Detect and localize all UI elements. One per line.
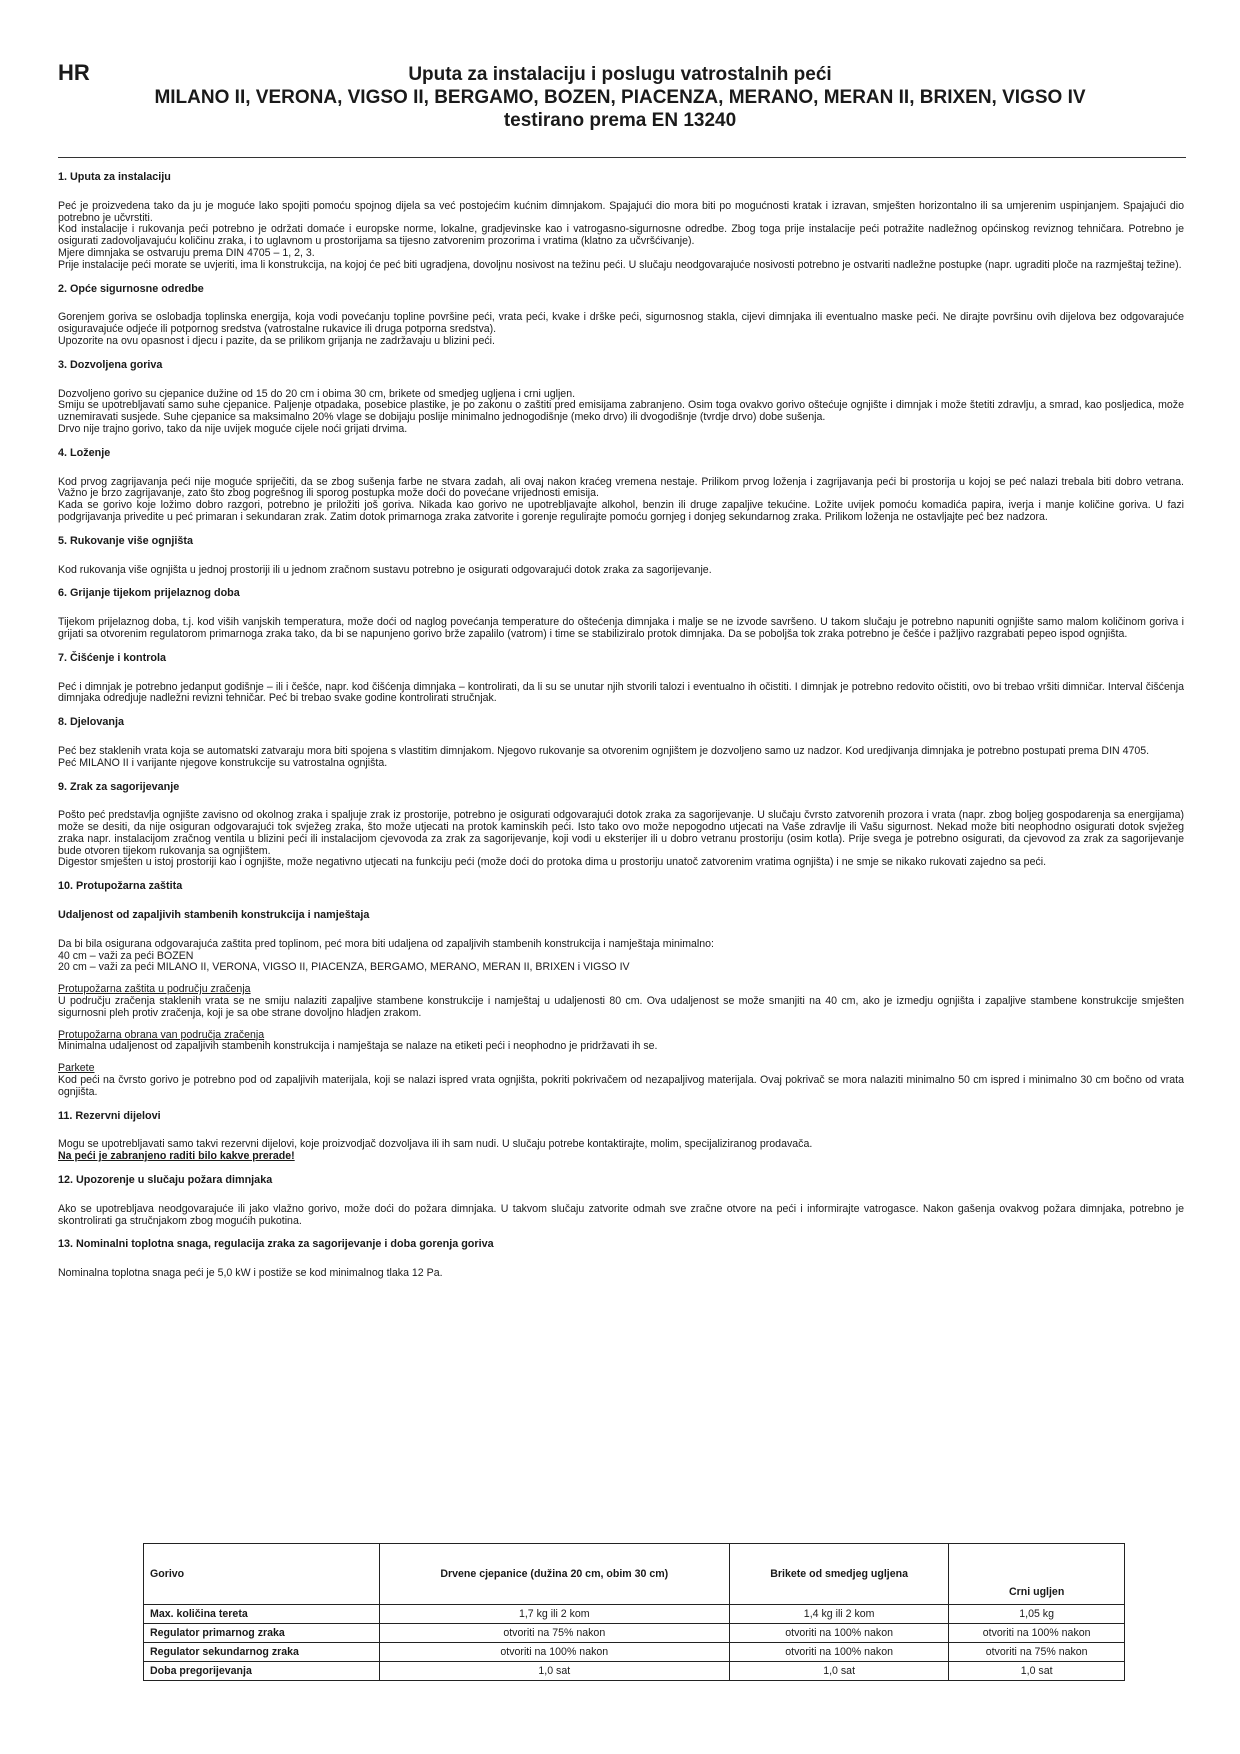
section-heading: 9. Zrak za sagorijevanje — [58, 780, 180, 793]
section-heading: 1. Uputa za instalaciju — [58, 171, 171, 183]
table-header-cell: Gorivo — [144, 1544, 380, 1605]
table-cell: 1,0 sat — [379, 1662, 729, 1681]
table-row — [144, 1624, 1125, 1643]
section-text: U području zračenja staklenih vrata se ne smiju nalaziti zapaljive stambene konstrukcije i namještaj u udaljenosti 80 cm. Ova udaljenost se može smanjiti na 40 cm, ako je izmedju ognjišta i zapaljive stambene konstrukcije smješten sigurnosni pleh protiv zračenja, koji je sa obe strane dovoljno hladjen zrakom. — [58, 995, 1184, 1019]
table-row — [144, 1662, 1125, 1681]
table-cell: 1,0 sat — [949, 1662, 1125, 1681]
table-header-row — [144, 1544, 1125, 1605]
title-line-2: MILANO II, VERONA, VIGSO II, BERGAMO, BOZEN, PIACENZA, MERANO, MERAN II, BRIXEN, VIGSO IV — [154, 87, 1086, 108]
table-row-header: Max. količina tereta — [144, 1605, 380, 1624]
header-divider — [58, 157, 1186, 158]
section-text: Kod prvog zagrijavanja peći nije moguće spriječiti, da se zbog sušenja farbe ne stvara zadah, ali ovaj nakon kraćeg vremena nestaje. Prilikom prvog loženja i zagrijavanja peći bi prostorija u kojoj se peć nalazi trebala biti dobro vetrana. Važno je brzo zagrijavanje, zato što zbog pogrešnog ili sporog postupka može doći do povećane vrijednosti emisija. Kada se gorivo koje ložimo dobro razgori, potrebno je priložiti još goriva. Nikada kao gorivo ne upotrebljavajte alkohol, benzin ili druge zapaljive tekućine. Ložite uvijek pomoću komadića papira, iverja i manje količine goriva. U fazi podgrijavanja privedite u peć primaran i sekundaran zrak. Zatim dotok primarnoga zraka zatvorite i gorenje regulirajte pomoću gornjeg i donjeg sekundarnog zraka. Prilikom loženja ne ostavljajte peć bez nadzora. — [58, 475, 1184, 523]
section-text: Kod rukovanja više ognjišta u jednoj prostoriji ili u jednom zračnom sustavu potrebno je osigurati odgovarajući dotok zraka za sagorijevanje. — [58, 563, 712, 576]
section-2 — [58, 284, 1184, 348]
section-text: Nominalna toplotna snaga peći je 5,0 kW i postiže se kod minimalnog tlaka 12 Pa. — [58, 1267, 443, 1280]
section-5 — [58, 536, 1184, 577]
table-row-header: Doba pregorijevanja — [144, 1662, 380, 1681]
table-cell: 1,7 kg ili 2 kom — [379, 1605, 729, 1624]
warning-text: Na peći je zabranjeno raditi bilo kakve prerade! — [58, 1150, 295, 1163]
table-cell: otvoriti na 100% nakon — [729, 1643, 948, 1662]
table-cell: otvoriti na 75% nakon — [379, 1624, 729, 1643]
table-cell: 1,05 kg — [949, 1605, 1125, 1624]
section-heading: 7. Čišćenje i kontrola — [58, 651, 167, 664]
section-text: Kod peći na čvrsto gorivo je potrebno pod od zapaljivih materijala, koji se nalazi ispred vrata ognjišta, pokriti pokrivačem od nezapaljivog materijala. Ovaj pokrivač se mora nalaziti minimalno 50 cm ispred i minimalno 30 cm bočno od vrata ognjišta. — [58, 1074, 1184, 1098]
subsection-title: Parkete — [58, 1062, 95, 1075]
table-row-header: Regulator primarnog zraka — [144, 1624, 380, 1643]
section-text: Mogu se upotrebljavati samo takvi rezervni dijelovi, koje proizvodjač dozvoljava ili ih sam nudi. U slučaju potrebe kontaktirajte, molim, specijaliziranog prodavača. — [58, 1138, 813, 1151]
title-line-3: testirano prema EN 13240 — [503, 110, 737, 131]
section-text: Peć i dimnjak je potrebno jedanput godišnje – ili i češće, napr. kod čišćenja dimnjaka – kontrolirati, da li su se unutar njih stvorili talozi i eventualno ih očistiti. I dimnjak je potrebno redovito očistiti, ovo bi trebao vršiti dimničar. Interval čišćenja dimnjaka odredjuje nadležni revizni tehničar. Peć bi trebao svake godine kontrolirati stručnjak. — [58, 680, 1184, 705]
section-11 — [58, 1111, 1184, 1163]
section-10 — [58, 881, 1184, 1098]
table-row-header: Regulator sekundarnog zraka — [144, 1643, 380, 1662]
section-heading: 13. Nominalni toplotna snaga, regulacija zraka za sagorijevanje i doba gorenja goriva — [58, 1238, 494, 1251]
section-heading: 2. Opće sigurnosne odredbe — [58, 282, 204, 295]
section-4 — [58, 448, 1184, 524]
table-cell: 1,4 kg ili 2 kom — [729, 1605, 948, 1624]
section-text: Gorenjem goriva se oslobadja toplinska energija, koja vodi povećanju topline površine peći, vrata peći, kvake i drške peći, sigurnosnog stakla, cijevi dimnjaka ili eventualno maske peći. Ne dirajte površinu ovih dijelova bez odgovarajuće osiguravajuće odjeće ili potpornog sredstva (vatrostalne rukavice ili druga potporna sredstva). Upozorite na ovu opasnost i djecu i pazite, da se prilikom grijanja ne zadržavaju u blizini peći. — [58, 311, 1184, 347]
section-text: Dozvoljeno gorivo su cjepanice dužine od 15 do 20 cm i obima 30 cm, brikete od smedjeg ugljena i crni ugljen. Smiju se upotrebljavati samo suhe cjepanice. Paljenje otpadaka, posebice plastike, je po zakonu o zaštiti pred emisijama zabranjeno. Osim toga ovakvo gorivo oštećuje ognjište i dimnjak i može štetiti zdravlju, a smrad, kao posljedica, može uznemiravati susjede. Suhe cjepanice sa maksimalno 20% vlage se dobijaju poslije minimalno jednogodišnje (meko drvo) ili dvogodišnje (tvrdje drvo) dobe sušenja. Drvo nije trajno gorivo, tako da nije uvijek moguće cijele noći grijati drvima. — [58, 387, 1184, 435]
table-cell: 1,0 sat — [729, 1662, 948, 1681]
section-1 — [58, 172, 1184, 272]
section-text: Pošto peć predstavlja ognjište zavisno od okolnog zraka i spaljuje zrak iz prostorije, potrebno je osigurati odgovarajući dotok zraka za sagorijevanje. U slučaju čvrsto zatvorenih prozora i vrata (napr. zbog boljeg gospodarenja sa energijama) može se desiti, da nije osiguran odgovarajući tok svježeg zraka, što može utjecati na protok kaminskih peći. Isto tako ovo može nepogodno utjecati na Vaše zdravlje ili Vašu sigurnost. Nekad može biti neophodno osigurati dotok svježeg zraka napr. instalacijom zračnog ventila u blizini peći ili instalacijom cjevovoda za zrak za sagorijevanje, koji vodi u eksterijer ili u dobro vetranu prostoriju (osim kotla). Prije svega je potrebno osigurati, da cjevovod za zrak za sagorijevanje bude otvoren tijekom rukovanja sa ognjištem. Digestor smješten u istoj prostoriji kao i ognjište, može negativno utjecati na funkciju peći (može doći do protoka dima u prostoriju unatoč zatvorenim vratima ognjišta) i ne smje se nikako rukovati zajedno sa peći. — [58, 809, 1184, 869]
section-heading: 5. Rukovanje više ognjišta — [58, 534, 194, 547]
subsection-title: Protupožarna zaštita u području zračenja — [58, 983, 251, 996]
table-cell: otvoriti na 100% nakon — [379, 1643, 729, 1662]
subsection-title: Protupožarna obrana van područja zračenja — [58, 1028, 265, 1041]
section-heading: 11. Rezervni dijelovi — [58, 1109, 161, 1122]
table-header-cell: Brikete od smedjeg ugljena — [729, 1544, 948, 1605]
section-13 — [58, 1239, 1184, 1280]
section-subheading: Udaljenost od zapaljivih stambenih konstrukcija i namještaja — [58, 909, 370, 922]
table-header-cell: Crni ugljen — [949, 1544, 1125, 1605]
table-cell: otvoriti na 100% nakon — [729, 1624, 948, 1643]
section-7 — [58, 653, 1184, 705]
fuel-table — [143, 1543, 1125, 1681]
section-text: Peć je proizvedena tako da ju je moguće lako spojiti pomoću spojnog dijela sa već postojećim kućnim dimnjakom. Spajajući dio mora biti po mogućnosti kratak i izravan, smješten horizontalno ili sa umjerenim uspinjanjem. Spajajući dio potrebno je učvrstiti. Kod instalacije i rukovanja peći potrebno je održati domaće i europske norme, lokalne, gradjevinske kao i vatrogasno-sigurnosne odredbe. Zbog toga prije instalacije peći potražite nadležnog općinskog reviznog tehničara. Potrebno je osigurati zadovoljavajuću količinu zraka, i to uglavnom u prostorijama sa tijesno zatvorenim prozorima i vratima (klatno za učvršćivanje). Mjere dimnjaka se ostvaruju prema DIN 4705 – 1, 2, 3. Prije instalacije peći morate se uvjeriti, ima li konstrukcija, na kojoj će peć biti ugradjena, dovoljnu nosivost na težinu peći. U slučaju neodgovarajuće nosivosti potrebno je ostvariti nadležne postupke (napr. ugraditi ploče na razmještaj težine). — [58, 199, 1184, 271]
language-code: HR — [58, 60, 90, 85]
section-heading: 12. Upozorenje u slučaju požara dimnjaka — [58, 1174, 273, 1187]
table-header-cell: Drvene cjepanice (dužina 20 cm, obim 30 cm) — [379, 1544, 729, 1605]
section-heading: 6. Grijanje tijekom prijelaznog doba — [58, 587, 240, 600]
section-heading: 10. Protupožarna zaštita — [58, 880, 183, 893]
section-text: Da bi bila osigurana odgovarajuća zaštita pred toplinom, peć mora biti udaljena od zapaljivih stambenih konstrukcija i namještaja minimalno: 40 cm – važi za peći BOZEN 20 cm – važi za peći MILANO II, VERONA, VIGSO II, PIACENZA, BERGAMO, MERANO, MERAN II, BRIXEN i VIGSO IV — [58, 937, 714, 974]
section-heading: 8. Djelovanja — [58, 716, 125, 729]
section-8 — [58, 717, 1184, 769]
title-line-1: Uputa za instalaciju i poslugu vatrostalnih peći — [408, 64, 832, 85]
section-heading: 3. Dozvoljena goriva — [58, 358, 163, 371]
table-cell: otvoriti na 75% nakon — [949, 1643, 1125, 1662]
section-6 — [58, 588, 1184, 640]
section-text: Tijekom prijelaznog doba, t.j. kod viših vanjskih temperatura, može doći od naglog povećanja temperature do oštećenja dimnjaka i malje se ne izvode savršeno. U takom slučaju je potrebno napuniti ognjište samo malom količinom goriva i grijati sa otvorenim regulatorom primarnoga zraka tako, da bi se napunjeno gorivo brže zapalilo (vatrom) i time se stabiliziralo protok dimnjaka. Da se poboljša tok zraka potrebno je češće i pažljivo razgrabati pepeo ispod ognjišta. — [58, 616, 1184, 640]
section-text: Ako se upotrebljava neodgovarajuće ili jako vlažno gorivo, može doći do požara dimnjaka. U takvom slučaju zatvorite odmah sve zračne otvore na peći i informirajte vatrogasce. Nakon gašenja ovakvog požara dimnjaka, potrebno je skontrolirati ga stručnjakom zbog mogućih pukotina. — [58, 1202, 1184, 1227]
document-body — [58, 172, 1184, 1292]
section-12 — [58, 1175, 1184, 1227]
section-heading: 4. Loženje — [58, 446, 111, 459]
document-title — [120, 63, 1120, 132]
table-cell: otvoriti na 100% nakon — [949, 1624, 1125, 1643]
table-row — [144, 1605, 1125, 1624]
section-text: Minimalna udaljenost od zapaljivih stambenih konstrukcija i namještaja se nalaze na etiketi peći i neophodno je pridržavati ih se. — [58, 1040, 658, 1053]
section-text: Peć bez staklenih vrata koja se automatski zatvaraju mora biti spojena s vlastitim dimnjakom. Njegovo rukovanje sa otvorenim ognjištem je dozvoljeno samo uz nadzor. Kod uredjivanja dimnjaka je potrebno postupati prema DIN 4705. Peć MILANO II i varijante njegove konstrukcije su vatrostalna ognjišta. — [58, 744, 1150, 769]
section-3 — [58, 360, 1184, 436]
section-9 — [58, 782, 1184, 870]
table-row — [144, 1643, 1125, 1662]
